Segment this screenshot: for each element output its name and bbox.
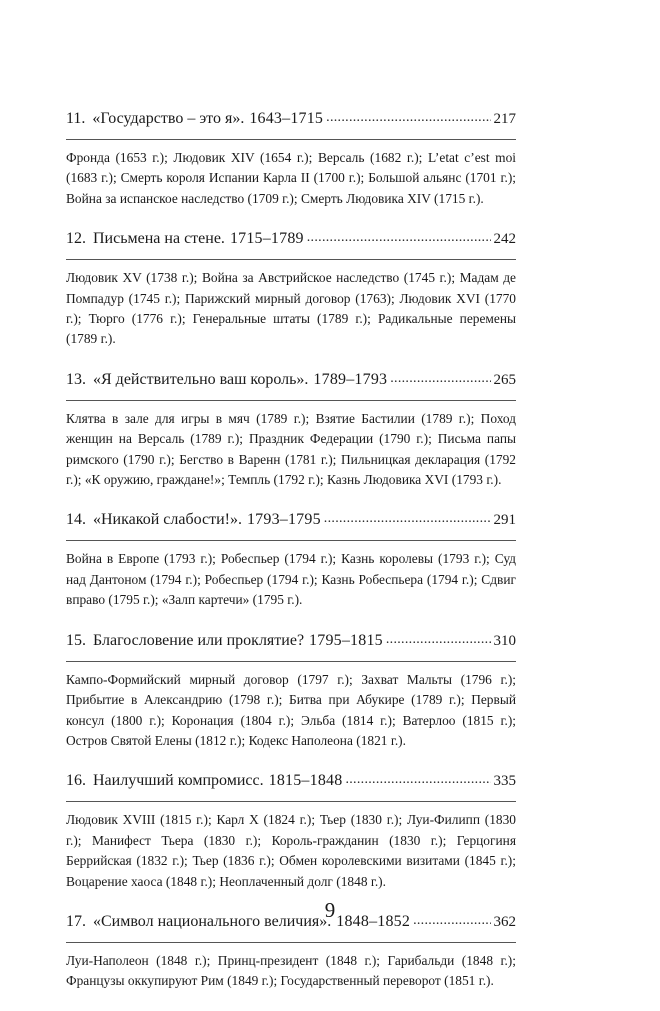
chapter-dates: 1643–1715	[249, 110, 324, 127]
chapter-title: «Я действительно ваш король».	[93, 370, 309, 388]
toc-entry-17	[66, 911, 516, 992]
chapter-title: «Государство – это я».	[92, 110, 245, 127]
toc-heading	[66, 108, 516, 131]
chapter-title: «Никакой слабости!».	[93, 511, 242, 529]
chapter-summary: Клятва в зале для игры в мяч (1789 г.); Взятие Бастилии (1789 г.); Поход женщин на Версаль (1789 г.); Праздник Федерации (1790 г.); Письма папы римского (1790 г.); Бегство в Варенн (1781 г.); Пильницкая декларация (1792 г.); «К оружию, граждане!»; Темпль (1792 г.); Казнь Людовика XVI (1793 г.).	[66, 410, 516, 488]
chapter-title: Наилучший компромисс.	[93, 772, 264, 790]
toc-entry-15	[66, 630, 516, 752]
chapter-dates: 1789–1793	[313, 370, 388, 388]
chapter-dates: 1715–1789	[229, 230, 304, 248]
divider	[66, 661, 516, 662]
divider	[66, 801, 516, 802]
dot-leader	[386, 628, 491, 651]
page-number: 335	[493, 773, 516, 790]
chapter-title: «Символ национального величия».	[93, 912, 332, 930]
folio-page-number: 9	[324, 898, 336, 922]
toc-heading	[66, 509, 516, 532]
chapter-summary: Людовик XV (1738 г.); Война за Австрийское наследство (1745 г.); Мадам де Помпадур (1745 г.); Парижский мирный договор (1763); Людовик XVI (1770 г.); Тюрго (1776 г.); Генеральные штаты (1789 г.); Радикальные перемены (1789 г.).	[66, 270, 516, 347]
divider	[66, 139, 516, 140]
toc-entry-16	[66, 770, 516, 892]
page-number: 291	[493, 512, 516, 529]
chapter-summary: Кампо-Формийский мирный договор (1797 г.); Захват Мальты (1796 г.); Прибытие в Александрию (1798 г.); Битва при Абукире (1789 г.); Первый консул (1800 г.); Коронация (1804 г.); Эльба (1814 г.); Ватерлоо (1815 г.); Остров Святой Елены (1812 г.); Кодекс Наполеона (1821 г.).	[66, 671, 516, 748]
toc-entry-11	[66, 108, 516, 209]
chapter-number: 12.	[66, 230, 86, 248]
table-of-contents	[66, 108, 516, 1011]
page-number: 242	[493, 231, 516, 248]
page-number: 362	[493, 913, 516, 930]
chapter-summary: Луи-Наполеон (1848 г.); Принц-президент (1848 г.); Гарибальди (1848 г.); Французы оккупируют Рим (1849 г.); Государственный переворот (1851 г.).	[66, 952, 516, 989]
chapter-number: 17.	[66, 912, 86, 930]
divider	[66, 942, 516, 943]
chapter-dates: 1848–1852	[336, 912, 411, 930]
chapter-dates: 1815–1848	[268, 772, 343, 790]
dot-leader	[324, 507, 491, 530]
divider	[66, 400, 516, 401]
dot-leader	[345, 768, 490, 791]
dot-leader	[390, 367, 490, 390]
chapter-dates: 1795–1815	[309, 631, 383, 649]
toc-entry-14	[66, 509, 516, 610]
divider	[66, 540, 516, 541]
page-number: 265	[493, 371, 516, 388]
chapter-summary: Людовик XVIII (1815 г.); Карл X (1824 г.); Тьер (1830 г.); Луи-Филипп (1830 г.); Манифест Тьера (1830 г.); Король-гражданин (1830 г.); Герцогиня Беррийская (1832 г.); Тьер (1836 г.); Обмен королевскими визитами (1845 г.); Воцарение хаоса (1848 г.); Неоплаченный долг (1848 г.).	[66, 812, 516, 889]
dot-leader	[307, 226, 491, 249]
page-number: 310	[493, 632, 516, 649]
toc-heading	[66, 630, 516, 653]
chapter-number: 13.	[66, 370, 86, 388]
chapter-summary: Война в Европе (1793 г.); Робеспьер (1794 г.); Казнь королевы (1793 г.); Суд над Дантоном (1794 г.); Робеспьер (1794 г.); Казнь Робеспьера (1794 г.); Сдвиг вправо (1795 г.); «Залп картечи» (1795 г.).	[66, 551, 516, 608]
chapter-number: 16.	[66, 772, 86, 790]
chapter-dates: 1793–1795	[246, 511, 321, 529]
chapter-number: 11.	[66, 110, 86, 127]
divider	[66, 259, 516, 260]
toc-entry-12	[66, 228, 516, 350]
chapter-number: 15.	[66, 631, 86, 649]
chapter-summary: Фронда (1653 г.); Людовик XIV (1654 г.); Версаль (1682 г.); L’etat c’est moi (1683 г.); Смерть короля Испании Карла II (1700 г.); Большой альянс (1701 г.); Война за испанское наследство (1709 г.); Смерть Людовика XIV (1715 г.).	[66, 150, 516, 206]
dot-leader	[326, 106, 490, 129]
toc-entry-13	[66, 369, 516, 491]
page-number: 217	[493, 111, 516, 127]
chapter-title: Благословение или проклятие?	[93, 631, 305, 649]
toc-heading	[66, 369, 516, 392]
toc-heading	[66, 228, 516, 251]
toc-heading	[66, 770, 516, 793]
chapter-title: Письмена на стене.	[93, 230, 225, 248]
chapter-number: 14.	[66, 511, 86, 529]
